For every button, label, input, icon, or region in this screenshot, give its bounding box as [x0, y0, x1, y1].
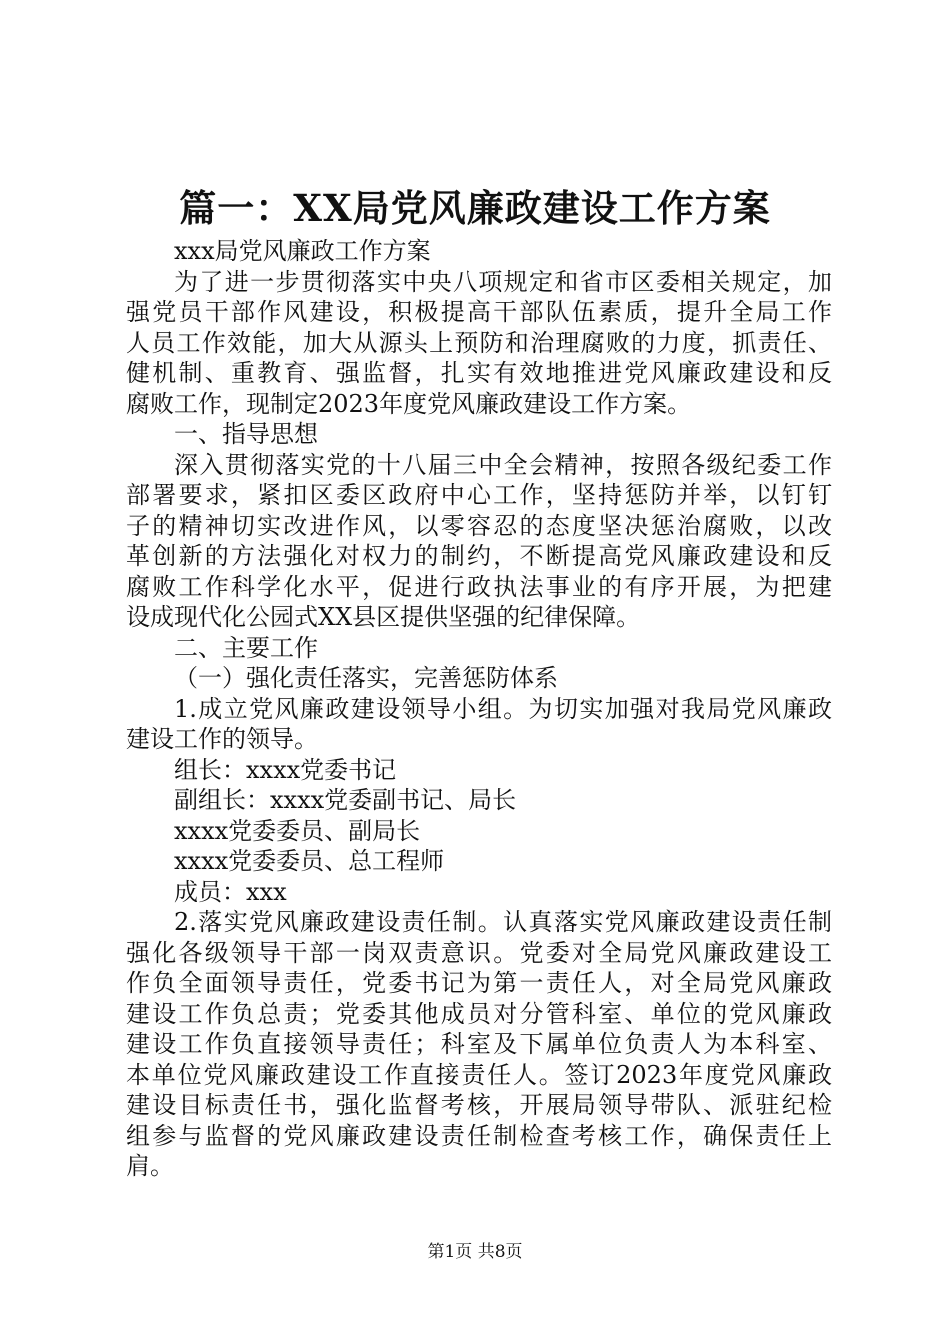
paragraph-line: 一、指导思想: [174, 420, 318, 448]
paragraph-line: xxxx党委委员、总工程师: [174, 847, 445, 875]
paragraph-line: 组长：xxxx党委书记: [174, 755, 397, 784]
paragraph-line: 肩。: [126, 1152, 174, 1180]
paragraph-line: xxx局党风廉政工作方案: [174, 237, 431, 265]
paragraph-line: 建设工作的领导。: [126, 725, 318, 753]
paragraph-line: 子的精神切实改进作风，以零容忍的态度坚决惩治腐败，以改: [126, 511, 832, 540]
document-title: 篇一：XX局党风廉政建设工作方案: [179, 186, 771, 230]
page-footer: 第1页 共8页: [427, 1242, 523, 1262]
document-body: [126, 236, 832, 1182]
paragraph-line: 健机制、重教育、强监督，扎实有效地推进党风廉政建设和反: [126, 359, 832, 387]
paragraph-line: 为了进一步贯彻落实中央八项规定和省市区委相关规定，加: [174, 267, 832, 296]
paragraph-line: 人员工作效能，加大从源头上预防和治理腐败的力度，抓责任、: [126, 328, 832, 357]
paragraph-line: 组参与监督的党风廉政建设责任制检查考核工作，确保责任上: [126, 1121, 832, 1150]
paragraph-line: 强化各级领导干部一岗双责意识。党委对全局党风廉政建设工: [126, 938, 832, 967]
paragraph-line: 本单位党风廉政建设工作直接责任人。签订2023年度党风廉政: [126, 1060, 832, 1089]
paragraph-line: 腐败工作，现制定2023年度党风廉政建设工作方案。: [126, 389, 692, 418]
paragraph-line: 二、主要工作: [174, 633, 318, 662]
paragraph-line: 强党员干部作风建设，积极提高干部队伍素质，提升全局工作: [126, 298, 832, 326]
paragraph-line: 1.成立党风廉政建设领导小组。为切实加强对我局党风廉政: [174, 694, 832, 723]
paragraph-line: xxxx党委委员、副局长: [174, 816, 421, 845]
paragraph-line: 副组长：xxxx党委副书记、局长: [174, 786, 517, 814]
paragraph-line: 建设目标责任书，强化监督考核，开展局领导带队、派驻纪检: [126, 1091, 832, 1119]
paragraph-line: 成员：xxx: [174, 877, 287, 906]
paragraph-line: 部署要求，紧扣区委区政府中心工作，坚持惩防并举，以钉钉: [126, 481, 832, 509]
paragraph-line: 作负全面领导责任，党委书记为第一责任人，对全局党风廉政: [126, 969, 832, 997]
paragraph-line: （一）强化责任落实，完善惩防体系: [174, 664, 558, 692]
paragraph-line: 深入贯彻落实党的十八届三中全会精神，按照各级纪委工作: [174, 450, 832, 479]
paragraph-line: 设成现代化公园式XX县区提供坚强的纪律保障。: [126, 603, 641, 631]
paragraph-line: 2.落实党风廉政建设责任制。认真落实党风廉政建设责任制: [174, 908, 832, 936]
paragraph-line: 建设工作负直接领导责任；科室及下属单位负责人为本科室、: [126, 1030, 832, 1058]
paragraph-line: 腐败工作科学化水平，促进行政执法事业的有序开展，为把建: [126, 572, 832, 601]
paragraph-line: 建设工作负总责；党委其他成员对分管科室、单位的党风廉政: [126, 999, 832, 1028]
paragraph-line: 革创新的方法强化对权力的制约，不断提高党风廉政建设和反: [126, 542, 832, 570]
